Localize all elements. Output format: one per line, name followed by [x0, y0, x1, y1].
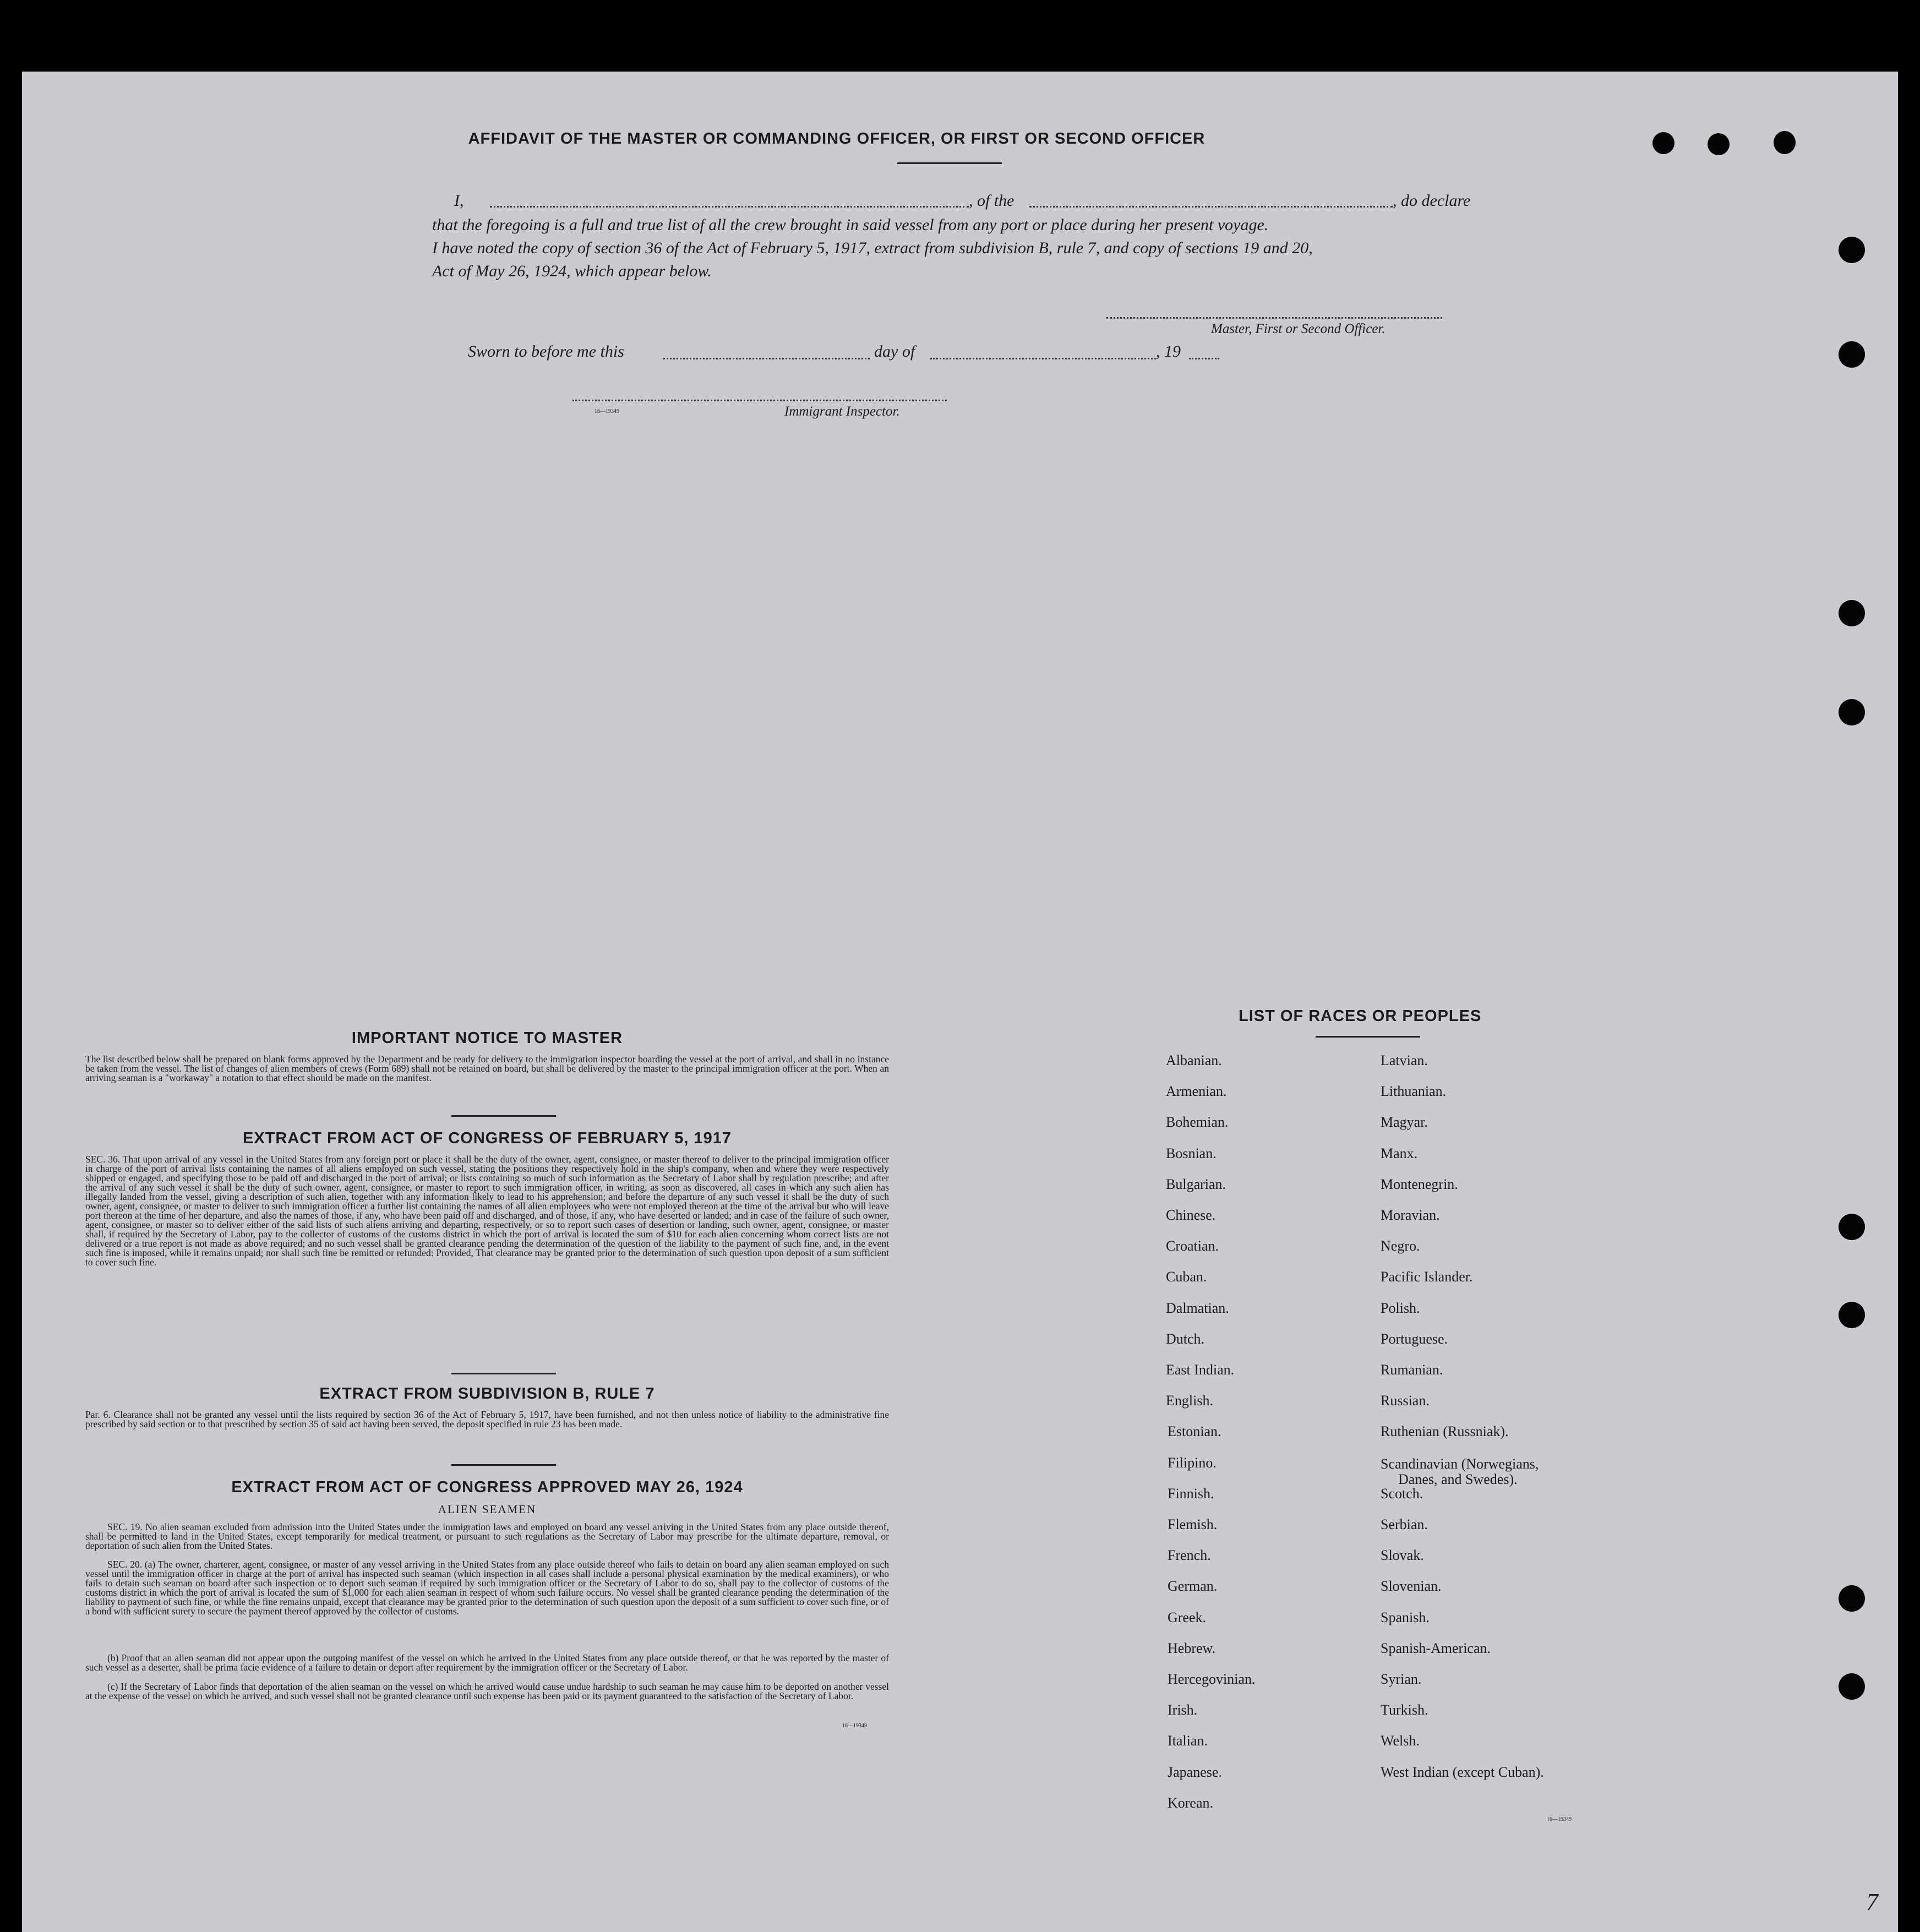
- race-item: German.: [1168, 1578, 1218, 1595]
- section-divider: [451, 1464, 556, 1466]
- race-item: West Indian (except Cuban).: [1381, 1764, 1544, 1780]
- punch-hole: [1839, 1585, 1865, 1612]
- race-item: Filipino.: [1168, 1454, 1217, 1471]
- page-mark: 7: [1866, 1889, 1878, 1915]
- race-item: Bosnian.: [1166, 1145, 1217, 1161]
- races-heading: LIST OF RACES OR PEOPLES: [1239, 1007, 1482, 1025]
- form-number: 16—19349: [1547, 1816, 1572, 1822]
- punch-hole: [1839, 341, 1865, 368]
- race-item: Negro.: [1381, 1238, 1420, 1254]
- race-item: Dutch.: [1166, 1330, 1205, 1347]
- section-divider: [451, 1115, 556, 1117]
- punch-hole: [1839, 600, 1865, 626]
- race-item: Portuguese.: [1381, 1330, 1448, 1347]
- extract-1917-text: SEC. 36. That upon arrival of any vessel in the United States from any foreign port or place it shall be the duty of the owner, agent, consignee, or master thereof to deliver to the principal immigration officer in charge of the port of arrival lists containing the names of all aliens employed on such vessel, stating the positions they respectively hold in the ship's company, when and where they were respectively shipped or engaged, and specifying those to be paid off and discharged in the port of arrival; or lists containing so much of such information as the Secretary of Labor shall by regulation prescribe; and after the arrival of any such vessel it shall be the duty of such owner, agent, consignee, or master to report to such immigration officer, in writing, as soon as discovered, all cases in which any such alien has illegally landed from the vessel, giving a description of such alien, together with any information likely to lead to his apprehension; and before the departure of any such vessel it shall be the duty of such owner, agent, consignee, or master to deliver to such immigration officer a further list containing the names of all alien employees who were not employed thereon at the time of the arrival but who will leave port thereon at the time of her departure, and also the names of those, if any, who have been paid off and discharged, and of those, if any, who have deserted or landed; and in case of the failure of such owner, agent, consignee, or master so to deliver either of the said lists of such aliens arriving and departing, respectively, or so to report such cases of desertion or landing, such owner, agent, consignee, or master shall, if required by the Secretary of Labor, pay to the collector of customs of the customs district in which the port of arrival is located the sum of $10 for each alien concerning whom correct lists are not delivered or a true report is not made as above required; and no such vessel shall be granted clearance pending the determination of the question of the liability to the payment of such fine, and, in the event such fine is imposed, while it remains unpaid; nor shall such fine be remitted or refunded: Provided, That clearance may be granted prior to the determination of such question upon deposit of a sum sufficient to cover such fine.: [85, 1154, 889, 1268]
- race-item: Greek.: [1168, 1609, 1207, 1625]
- race-item: Magyar.: [1381, 1114, 1428, 1131]
- title-divider: [897, 162, 1002, 164]
- extract-1917-heading: EXTRACT FROM ACT OF CONGRESS OF FEBRUARY 5, 1917: [242, 1129, 732, 1147]
- sworn-year: , 19: [1156, 342, 1181, 361]
- punch-hole: [1774, 131, 1796, 154]
- race-item: Manx.: [1381, 1145, 1418, 1161]
- sworn-month-blank[interactable]: [930, 358, 1156, 359]
- race-item: Finnish.: [1168, 1485, 1214, 1502]
- races-divider: [1316, 1036, 1420, 1038]
- punch-hole: [1839, 1302, 1865, 1328]
- affidavit-line-3: I have noted the copy of section 36 of the Act of February 5, 1917, extract from subdivision B, rule 7, and copy of sections 19 and 20,: [432, 239, 1313, 257]
- race-item: Croatian.: [1166, 1238, 1219, 1254]
- sworn-day-label: day of: [874, 342, 915, 361]
- race-item: Latvian.: [1381, 1052, 1428, 1068]
- race-item: Albanian.: [1166, 1052, 1222, 1068]
- race-item: Scotch.: [1381, 1485, 1423, 1502]
- race-item: Hercegovinian.: [1168, 1671, 1256, 1687]
- race-item: Flemish.: [1168, 1516, 1218, 1532]
- sec20c-text: (c) If the Secretary of Labor finds that deportation of the alien seaman on the vessel on which he arrived would cause undue hardship to such seaman he may cause him to be deported on another vessel at the expense of the vessel on which he arrived, and such vessel shall not be granted clearance until such expense has been paid or its payment guaranteed to the satisfaction of the Secretary of Labor.: [85, 1681, 889, 1701]
- signature-label: Master, First or Second Officer.: [1211, 321, 1386, 336]
- name-blank[interactable]: [490, 206, 969, 208]
- punch-hole: [1839, 699, 1865, 725]
- signature-line[interactable]: [1106, 317, 1442, 319]
- inspector-label: Immigrant Inspector.: [784, 404, 900, 419]
- race-item: Serbian.: [1381, 1516, 1428, 1532]
- race-item: Slovenian.: [1381, 1578, 1442, 1595]
- section-divider: [451, 1373, 556, 1374]
- affidavit-i: I,: [454, 192, 464, 210]
- race-item: Chinese.: [1166, 1207, 1216, 1223]
- race-item: Lithuanian.: [1381, 1083, 1447, 1100]
- race-item: Hebrew.: [1168, 1640, 1216, 1656]
- vessel-blank[interactable]: [1029, 206, 1393, 208]
- race-item: Syrian.: [1381, 1671, 1422, 1687]
- affidavit-line-2: that the foregoing is a full and true list of all the crew brought in said vessel from any port or place during her present voyage.: [432, 216, 1269, 234]
- sworn-prefix: Sworn to before me this: [468, 342, 624, 361]
- inspector-line[interactable]: [572, 400, 947, 401]
- race-item: Turkish.: [1381, 1702, 1428, 1718]
- form-number: 16—19349: [594, 408, 619, 414]
- form-number: 16—19349: [842, 1723, 867, 1729]
- punch-hole: [1839, 1214, 1865, 1240]
- alien-seamen-subheading: ALIEN SEAMEN: [438, 1503, 537, 1516]
- race-item: Rumanian.: [1381, 1362, 1443, 1378]
- race-item: Armenian.: [1166, 1083, 1227, 1100]
- extract-1924-heading: EXTRACT FROM ACT OF CONGRESS APPROVED MAY 26, 1924: [231, 1478, 743, 1496]
- race-item: Moravian.: [1381, 1207, 1440, 1223]
- punch-hole: [1839, 1673, 1865, 1700]
- race-item: Bulgarian.: [1166, 1176, 1226, 1192]
- punch-hole: [1708, 133, 1730, 155]
- race-item: Danes, and Swedes).: [1398, 1471, 1518, 1487]
- sworn-year-blank[interactable]: [1189, 358, 1219, 359]
- affidavit-title: AFFIDAVIT OF THE MASTER OR COMMANDING OFFICER, OR FIRST OR SECOND OFFICER: [468, 130, 1206, 148]
- notice-heading: IMPORTANT NOTICE TO MASTER: [351, 1029, 623, 1047]
- punch-hole: [1652, 132, 1674, 154]
- race-item: Polish.: [1381, 1300, 1420, 1316]
- affidavit-of-the: , of the: [969, 192, 1014, 210]
- notice-text: The list described below shall be prepared on blank forms approved by the Department and be ready for delivery to the immigration inspector boarding the vessel at the port of arrival, and shall in no instance be taken from the vessel. The list of changes of alien members of crews (Form 689) shall not be retained on board, but shall be delivered by the master to the principal immigration officer at the port. When an arriving seaman is a "workaway" a notation to that effect should be made on the manifest.: [85, 1054, 889, 1083]
- race-item: Spanish.: [1381, 1609, 1430, 1625]
- affidavit-declare: , do declare: [1393, 192, 1471, 210]
- rule7-text: Par. 6. Clearance shall not be granted any vessel until the lists required by section 36 of the Act of February 5, 1917, have been furnished, and not then unless notice of liability to the administrative fine prescribed by said section or to that prescribed by section 35 of said act having been served, the deposit specified in rule 23 has been made.: [85, 1409, 889, 1429]
- sworn-day-blank[interactable]: [663, 358, 870, 359]
- race-item: Russian.: [1381, 1393, 1430, 1409]
- sec20b-text: (b) Proof that an alien seaman did not appear upon the outgoing manifest of the vessel on which he arrived in the United States from any place outside thereof, or that he was reported by the master of such vessel as a deserter, shall be prima facie evidence of a failure to detain or deport after requirement by the immigration officer or the Secretary of Labor.: [85, 1652, 889, 1673]
- race-item: English.: [1166, 1393, 1213, 1409]
- sec20a-text: SEC. 20. (a) The owner, charterer, agent, consignee, or master of any vessel arriving in the United States from any place outside thereof who fails to detain on board any alien seaman employed on such vessel until the immigration officer in charge at the port of arrival has inspected such seaman (which inspection in all cases shall include a personal physical examination by the medical examiners), or who fails to detain such seaman on board after such inspection or to deport such seaman if required by such immigration officer or the Secretary of Labor to do so, shall pay to the collector of customs of the customs district in which the port of arrival is located the sum of $1,000 for each alien seaman in respect of whom such failure occurs. No vessel shall be granted clearance pending the determination of the liability to payment of such fine, or while the fine remains unpaid, except that clearance may be granted prior to the determination of such question upon the deposit of a sum sufficient to cover such fine, or of a bond with sufficient surety to secure the payment thereof approved by the collector of customs.: [85, 1559, 889, 1617]
- race-item: Pacific Islander.: [1381, 1269, 1473, 1285]
- race-item: Bohemian.: [1166, 1114, 1229, 1131]
- affidavit-line-4: Act of May 26, 1924, which appear below.: [432, 262, 712, 280]
- race-item: Irish.: [1168, 1702, 1198, 1718]
- race-item: Spanish-American.: [1381, 1640, 1491, 1656]
- race-item: Cuban.: [1166, 1269, 1207, 1285]
- race-item: Italian.: [1168, 1733, 1208, 1749]
- race-item: Welsh.: [1381, 1733, 1420, 1749]
- race-item: Montenegrin.: [1381, 1176, 1458, 1192]
- sec19-text: SEC. 19. No alien seaman excluded from admission into the United States under the immigration laws and employed on board any vessel arriving in the United States from any place outside thereof, shall be permitted to land in the United States, except temporarily for medical treatment, or pursuant to such regulations as the Secretary of Labor may prescribe for the ultimate departure, removal, or deportation of such alien from the United States.: [85, 1521, 889, 1551]
- punch-hole: [1839, 237, 1865, 263]
- race-item: Japanese.: [1168, 1764, 1222, 1780]
- race-item: Estonian.: [1168, 1423, 1221, 1440]
- form-sheet: [22, 72, 1898, 1932]
- race-item: Slovak.: [1381, 1547, 1424, 1564]
- race-item: Ruthenian (Russniak).: [1381, 1423, 1509, 1440]
- race-item: Dalmatian.: [1166, 1300, 1229, 1316]
- race-item: Scandinavian (Norwegians,: [1381, 1455, 1539, 1472]
- race-item: East Indian.: [1166, 1362, 1235, 1378]
- race-item: Korean.: [1168, 1794, 1214, 1811]
- rule7-heading: EXTRACT FROM SUBDIVISION B, RULE 7: [319, 1385, 655, 1402]
- race-item: French.: [1168, 1547, 1211, 1564]
